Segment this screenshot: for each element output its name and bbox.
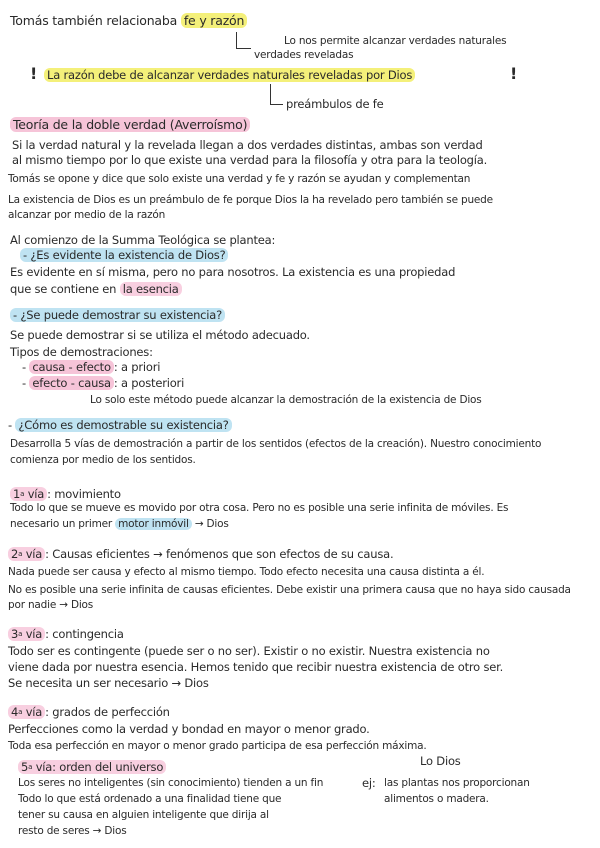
summa-intro: Al comienzo de la Summa Teológica se plantea: bbox=[10, 233, 276, 247]
exclamation-mark-right: ! bbox=[510, 64, 518, 83]
demonstration-types: Tipos de demostraciones: bbox=[10, 345, 153, 359]
doble-p2-line: Tomás se opone y dice que solo existe una verdad y fe y razón se ayudan y complementan bbox=[8, 173, 471, 185]
reason-banner-text: La razón debe de alcanzar verdades naturales reveladas por Dios bbox=[44, 68, 415, 82]
causa-efecto-highlight: causa - efecto bbox=[29, 360, 113, 374]
preambulos-label: preámbulos de fe bbox=[286, 97, 384, 111]
intro-line bbox=[10, 14, 247, 28]
branch-revealed: verdades reveladas bbox=[254, 49, 354, 61]
via-3-line: Todo ser es contingente (puede ser o no ser). Existir o no existir. Nuestra existencia no bbox=[8, 644, 490, 658]
via-4-line: Perfecciones como la verdad y bondad en mayor o menor grado. bbox=[8, 722, 370, 736]
question-3: - ¿Cómo es demostrable su existencia? bbox=[8, 418, 232, 432]
via-4-heading: 4$^a$ vía : grados de perfección bbox=[8, 705, 170, 719]
via-5-line: resto de seres → Dios bbox=[18, 825, 127, 837]
answer-3-line: comienza por medio de los sentidos. bbox=[10, 454, 196, 466]
answer-1-line: Es evidente en sí misma, pero no para nosotros. La existencia es una propiedad bbox=[10, 265, 456, 279]
via-5-line: Los seres no inteligentes (sin conocimiento) tienden a un fin bbox=[18, 777, 324, 789]
method-note: Lo solo este método puede alcanzar la demostración de la existencia de Dios bbox=[90, 394, 482, 406]
answer-3-line: Desarrolla 5 vías de demostración a partir de los sentidos (efectos de la creación). Nuestro conocimiento bbox=[10, 438, 542, 450]
esencia-highlight: la esencia bbox=[120, 282, 182, 296]
question-3-text: ¿Cómo es demostrable su existencia? bbox=[15, 418, 231, 432]
via-3-heading: 3$^a$ vía : contingencia bbox=[8, 627, 124, 641]
via-5-example-label: ej: bbox=[362, 776, 376, 790]
via-4-line: Toda esa perfección en mayor o menor grado participa de esa perfección máxima. bbox=[8, 740, 427, 752]
motor-inmovil-highlight: motor inmóvil bbox=[115, 518, 192, 530]
doble-p1-line: Si la verdad natural y la revelada llegan a dos verdades distintas, ambas son verdad bbox=[12, 138, 483, 152]
reason-banner bbox=[44, 68, 415, 82]
via-2-line: Nada puede ser causa y efecto al mismo tiempo. Todo efecto necesita una causa distinta a él. bbox=[8, 566, 485, 578]
via-4-tail: Lo Dios bbox=[420, 754, 461, 768]
answer-1-pre: que se contiene en bbox=[10, 282, 117, 296]
via-1-heading: 1$^a$ vía : movimiento bbox=[10, 487, 121, 501]
via-5-example: alimentos o madera. bbox=[384, 793, 489, 805]
answer-2-line: Se puede demostrar si se utiliza el método adecuado. bbox=[10, 328, 310, 342]
demo-type-1: - causa - efecto : a priori bbox=[22, 360, 161, 374]
question-2 bbox=[10, 308, 225, 322]
doble-p1-line: al mismo tiempo por lo que existe una verdad para la filosofía y otra para la teología. bbox=[12, 153, 488, 167]
via-3-line: Se necesita un ser necesario → Dios bbox=[8, 676, 209, 690]
via-2-line: No es posible una serie infinita de causas eficientes. Debe existir una primera causa que no haya sido causada bbox=[8, 584, 571, 596]
exclamation-mark-left: ! bbox=[30, 64, 38, 83]
via-2-heading: 2$^a$ vía : Causas eficientes → fenómenos que son efectos de su causa. bbox=[8, 547, 393, 561]
via-1-line: Todo lo que se mueve es movido por otra cosa. Pero no es posible una serie infinita de móviles. Es bbox=[10, 502, 509, 514]
branch-arrow bbox=[236, 32, 251, 49]
question-2-text: - ¿Se puede demostrar su existencia? bbox=[10, 308, 225, 322]
question-1 bbox=[20, 248, 228, 262]
via-3-line: viene dada por nuestra esencia. Hemos tenido que recibir nuestra existencia de otro ser. bbox=[8, 660, 504, 674]
doble-verdad-title: Teoría de la doble verdad (Averroísmo) bbox=[10, 117, 250, 132]
via-5-line: Todo lo que está ordenado a una finalidad tiene que bbox=[18, 793, 282, 805]
via-5-example: las plantas nos proporcionan bbox=[384, 777, 530, 789]
preambulo-arrow bbox=[270, 84, 283, 105]
efecto-causa-highlight: efecto - causa bbox=[29, 376, 113, 390]
via-2-line: por nadie → Dios bbox=[8, 599, 94, 611]
answer-1-line2 bbox=[10, 282, 182, 296]
doble-verdad-heading bbox=[10, 118, 250, 132]
demo-type-2: - efecto - causa : a posteriori bbox=[22, 376, 185, 390]
via-1-line2: necesario un primer motor inmóvil → Dios bbox=[10, 518, 229, 530]
via-5-line: tener su causa en alguien inteligente que dirija al bbox=[18, 809, 269, 821]
branch-natural: Lo nos permite alcanzar verdades naturales bbox=[284, 35, 507, 47]
doble-p2-line: alcanzar por medio de la razón bbox=[8, 209, 166, 221]
fe-razon-highlight: fe y razón bbox=[181, 13, 247, 28]
question-1-text: - ¿Es evidente la existencia de Dios? bbox=[20, 248, 228, 262]
doble-p2-line: La existencia de Dios es un preámbulo de fe porque Dios la ha revelado pero también se puede bbox=[8, 194, 493, 206]
via-5-heading: 5$^a$ vía: orden del universo bbox=[18, 760, 166, 774]
intro-text: Tomás también relacionaba bbox=[10, 13, 178, 28]
